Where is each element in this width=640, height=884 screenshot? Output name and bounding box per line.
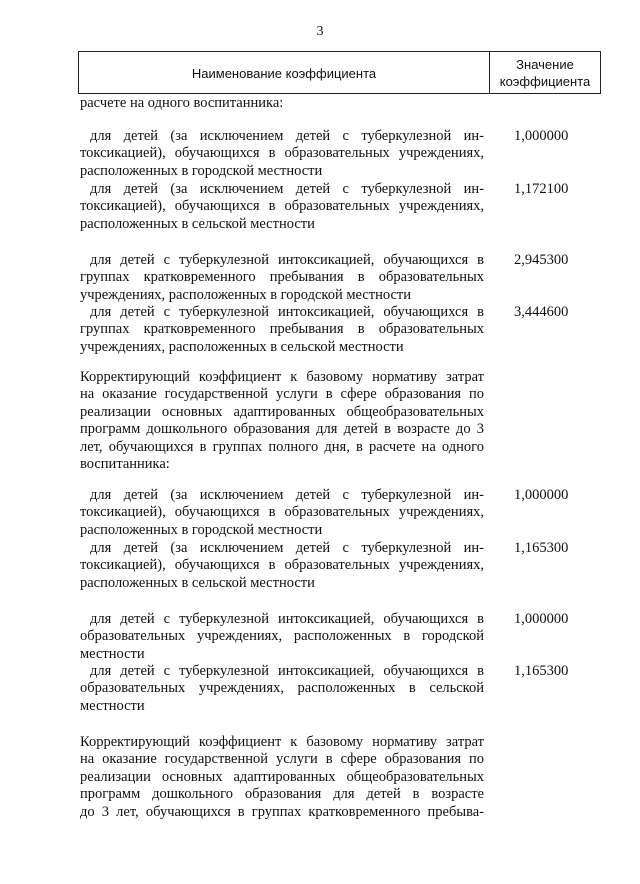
- text-line: до 3 лет, обучающихся в группах кратковременного пребыва-: [80, 803, 484, 820]
- coef-value: 1,165300: [514, 663, 569, 679]
- text-line: учреждениях, расположенных в сельской местности: [80, 338, 404, 355]
- coef-value: 1,000000: [514, 611, 569, 627]
- coef-row: [80, 181, 484, 233]
- text-line: программ дошкольного образования для детей в возрасте до 3: [80, 421, 484, 438]
- text-line: местности: [80, 645, 145, 662]
- text-line: токсикацией), обучающихся в образовательных учреждениях,: [80, 145, 484, 162]
- text-line: для детей (за исключением детей с туберкулезной ин-: [90, 181, 484, 197]
- header-value-column: [490, 52, 600, 93]
- text-line: Корректирующий коэффициент к базовому нормативу затрат: [80, 734, 484, 750]
- text-line: на оказание государственной услуги в сфере образования по: [80, 751, 484, 768]
- text-line: реализации основных адаптированных общеобразовательных: [80, 403, 484, 420]
- text-line: местности: [80, 697, 145, 714]
- text-line: токсикацией), обучающихся в образовательных учреждениях,: [80, 557, 484, 574]
- text-line: группах кратковременного пребывания в образовательных: [80, 269, 484, 286]
- text-line: токсикацией), обучающихся в образовательных учреждениях,: [80, 504, 484, 521]
- coef-row: [80, 611, 484, 663]
- header-value-line2: коэффициента: [499, 73, 591, 89]
- coef-value: 1,172100: [514, 181, 569, 197]
- text-line: для детей с туберкулезной интоксикацией, обучающихся в: [90, 252, 484, 268]
- coef-row: [80, 663, 484, 715]
- header-name-column: Наименование коэффициента: [79, 52, 490, 93]
- text-line: для детей с туберкулезной интоксикацией, обучающихся в: [90, 611, 484, 627]
- text-line: программ дошкольного образования для детей в возрасте: [80, 786, 484, 803]
- text-line: группах кратковременного пребывания в образовательных: [80, 321, 484, 338]
- text-line: токсикацией), обучающихся в образовательных учреждениях,: [80, 198, 484, 215]
- intro-paragraph: [80, 369, 484, 473]
- intro-paragraph: [80, 734, 484, 821]
- coef-value: 1,000000: [514, 128, 569, 144]
- coef-value: 1,165300: [514, 540, 569, 556]
- page-number: 3: [316, 24, 324, 39]
- text-line: расположенных в сельской местности: [80, 215, 315, 232]
- text-line: Корректирующий коэффициент к базовому нормативу затрат: [80, 369, 484, 385]
- coef-value: 3,444600: [514, 304, 569, 320]
- text-line: для детей с туберкулезной интоксикацией, обучающихся в: [90, 663, 484, 679]
- coef-row: [80, 487, 484, 539]
- coef-row: [80, 252, 484, 304]
- text-line: расположенных в городской местности: [80, 521, 323, 538]
- text-line: реализации основных адаптированных общеобразовательных: [80, 768, 484, 785]
- header-value-line1: Значение: [516, 56, 574, 72]
- text-line: учреждениях, расположенных в городской местности: [80, 286, 412, 303]
- text-line: для детей (за исключением детей с туберкулезной ин-: [90, 487, 484, 503]
- text-line: на оказание государственной услуги в сфере образования по: [80, 386, 484, 403]
- coef-row: [80, 540, 484, 592]
- coef-value: 2,945300: [514, 252, 569, 268]
- text-line: расположенных в сельской местности: [80, 574, 315, 591]
- text-line: образовательных учреждениях, расположенных в городской: [80, 628, 484, 645]
- text-line: для детей с туберкулезной интоксикацией, обучающихся в: [90, 304, 484, 320]
- text-line: для детей (за исключением детей с туберкулезной ин-: [90, 128, 484, 144]
- text-line: лет, обучающихся в группах полного дня, в расчете на одного: [80, 438, 484, 455]
- text-line: воспитанника:: [80, 456, 170, 473]
- coef-row: [80, 304, 484, 356]
- table-header: [78, 51, 601, 94]
- text-line: образовательных учреждениях, расположенных в сельской: [80, 680, 484, 697]
- coef-value: 1,000000: [514, 487, 569, 503]
- text-line: расчете на одного воспитанника:: [80, 95, 284, 111]
- coef-row: [80, 128, 484, 180]
- text-line: для детей (за исключением детей с туберкулезной ин-: [90, 540, 484, 556]
- continuation-text: [80, 95, 484, 112]
- text-line: расположенных в городской местности: [80, 162, 323, 179]
